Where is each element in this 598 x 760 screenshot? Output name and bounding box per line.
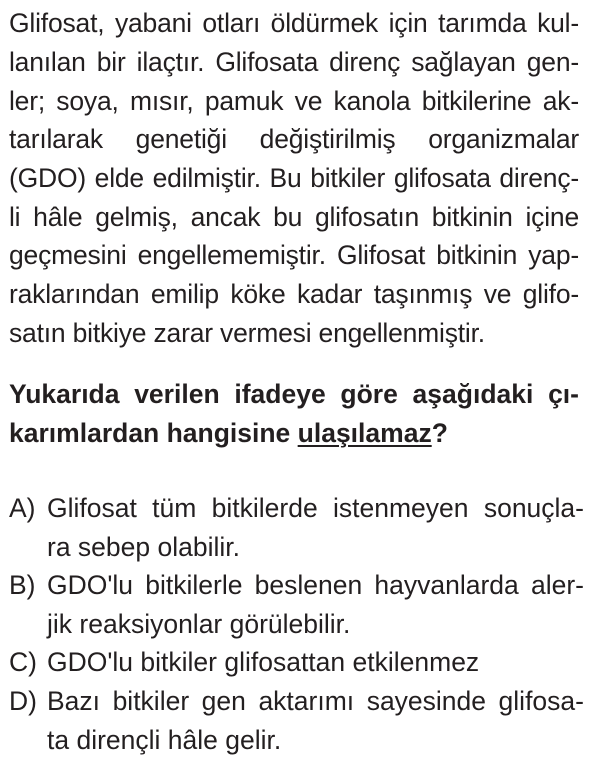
passage-line: satın bitkiye zarar vermesi engellenmiştir.: [9, 318, 485, 348]
option-text: GDO'lu bitkiler glifosattan etkilenmez: [47, 647, 480, 677]
question-line: [9, 416, 579, 450]
option-text: Bazı bitkiler gen aktarımı sayesinde glifosa-: [47, 686, 584, 716]
passage-line: geçmesini engellememiştir. Glifosat bitkinin yap-: [9, 240, 579, 270]
question-line: Yukarıda verilen ifadeye göre aşağıdaki çı-: [9, 379, 579, 409]
passage-line: (GDO) elde edilmiştir. Bu bitkiler glifosata direnç-: [9, 163, 579, 193]
question-mark: ?: [431, 418, 448, 448]
option-letter: C): [9, 647, 37, 677]
passage-line: li hâle gelmiş, ancak bu glifosatın bitkinin içine: [9, 202, 579, 232]
option-a[interactable]: [9, 491, 584, 564]
option-text-continued: ta dirençli hâle gelir.: [47, 725, 282, 755]
option-c[interactable]: [9, 645, 584, 679]
option-d[interactable]: [9, 684, 584, 757]
option-letter: B): [9, 570, 36, 600]
option-letter: D): [9, 686, 37, 716]
option-text-continued: ra sebep olabilir.: [47, 532, 240, 562]
option-b[interactable]: [9, 568, 584, 641]
option-text-continued: jik reaksiyonlar görülebilir.: [47, 609, 351, 639]
passage-line: ler; soya, mısır, pamuk ve kanola bitkilerine ak-: [9, 86, 579, 116]
passage-line: Glifosat, yabani otları öldürmek için tarımda kul-: [9, 8, 579, 38]
option-text: GDO'lu bitkilerle beslenen hayvanlarda aler-: [47, 570, 584, 600]
passage-line: raklarından emilip köke kadar taşınmış ve glifo-: [9, 279, 579, 309]
question-text: karımlardan hangisine: [9, 418, 298, 448]
question-emphasis: ulaşılamaz: [297, 418, 432, 448]
passage-line: lanılan bir ilaçtır. Glifosata direnç sağlayan gen-: [9, 47, 579, 77]
option-letter: A): [9, 493, 36, 523]
passage-line: tarılarak genetiği değiştirilmiş organizmalar: [9, 124, 579, 154]
option-text: Glifosat tüm bitkilerde istenmeyen sonuçla-: [47, 493, 584, 523]
